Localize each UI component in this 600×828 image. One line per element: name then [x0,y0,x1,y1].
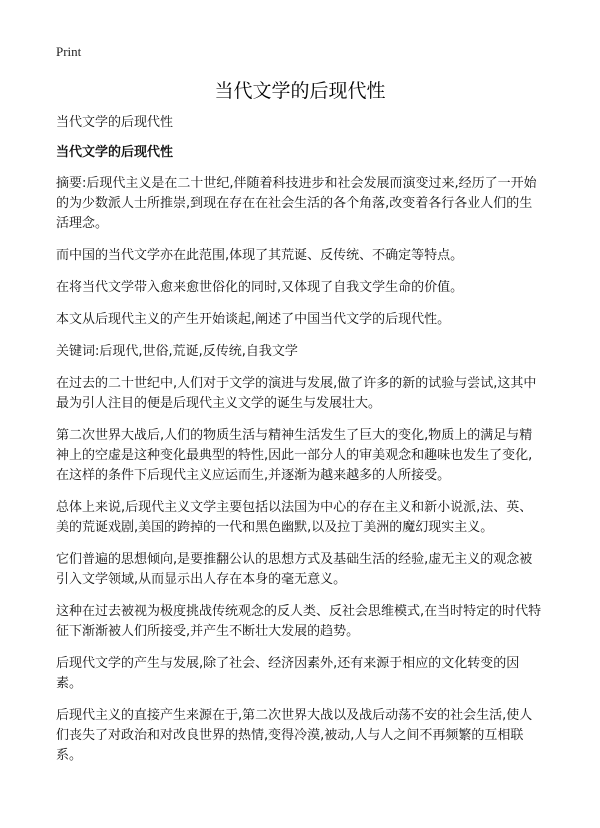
keywords-paragraph: 关键词:后现代,世俗,荒诞,反传统,自我文学 [56,344,298,359]
abstract-paragraph: 摘要:后现代主义是在二十世纪,伴随着科技进步和社会发展而演变过来,经历了一开始的为少数派人士所推崇,到现在存在在社会生活的各个角落,改变着各行各业人们的生活理念。 [56,176,537,231]
document-title: 当代文学的后现代性 [214,80,386,102]
body-paragraph: 总体上来说,后现代主义文学主要包括以法国为中心的存在主义和新小说派,法、英、美的荒诞戏剧,美国的跨掉的一代和黑色幽默,以及拉丁美洲的魔幻现实主义。 [56,500,533,535]
body-paragraph: 第二次世界大战后,人们的物质生活与精神生活发生了巨大的变化,物质上的满足与精神上的空虚是这种变化最典型的特性,因此一部分人的审美观念和趣味也发生了变化,在这样的条件下后现代主义应运而生,并逐渐为越来越多的人所接受。 [56,428,533,483]
body-paragraph: 后现代文学的产生与发展,除了社会、经济因素外,还有来源于相应的文化转变的因素。 [56,656,520,691]
body-paragraph: 本文从后现代主义的产生开始谈起,阐述了中国当代文学的后现代性。 [56,312,451,327]
body-paragraph: 后现代主义的直接产生来源在于,第二次世界大战以及战后动荡不安的社会生活,使人们丧失了对政治和对改良世界的热情,变得冷漠,被动,人与人之间不再频繁的互相联系。 [56,708,533,763]
document-subtitle: 当代文学的后现代性 [56,115,174,130]
body-paragraph: 它们普遍的思想倾向,是要推翻公认的思想方式及基础生活的经验,虚无主义的观念被引入文学领域,从而显示出人存在本身的毫无意义。 [56,552,533,587]
body-paragraph: 在过去的二十世纪中,人们对于文学的演进与发展,做了许多的新的试验与尝试,这其中最为引人注目的便是后现代主义文学的诞生与发展壮大。 [56,376,537,411]
body-paragraph: 在将当代文学带入愈来愈世俗化的同时,又体现了自我文学生命的价值。 [56,280,464,295]
body-paragraph: 而中国的当代文学亦在此范围,体现了其荒诞、反传统、不确定等特点。 [56,248,464,263]
body-paragraph: 这种在过去被视为极度挑战传统观念的反人类、反社会思维模式,在当时特定的时代特征下渐渐被人们所接受,并产生不断壮大发展的趋势。 [56,604,542,639]
section-heading: 当代文学的后现代性 [56,145,174,160]
print-link[interactable]: Print [56,44,82,59]
